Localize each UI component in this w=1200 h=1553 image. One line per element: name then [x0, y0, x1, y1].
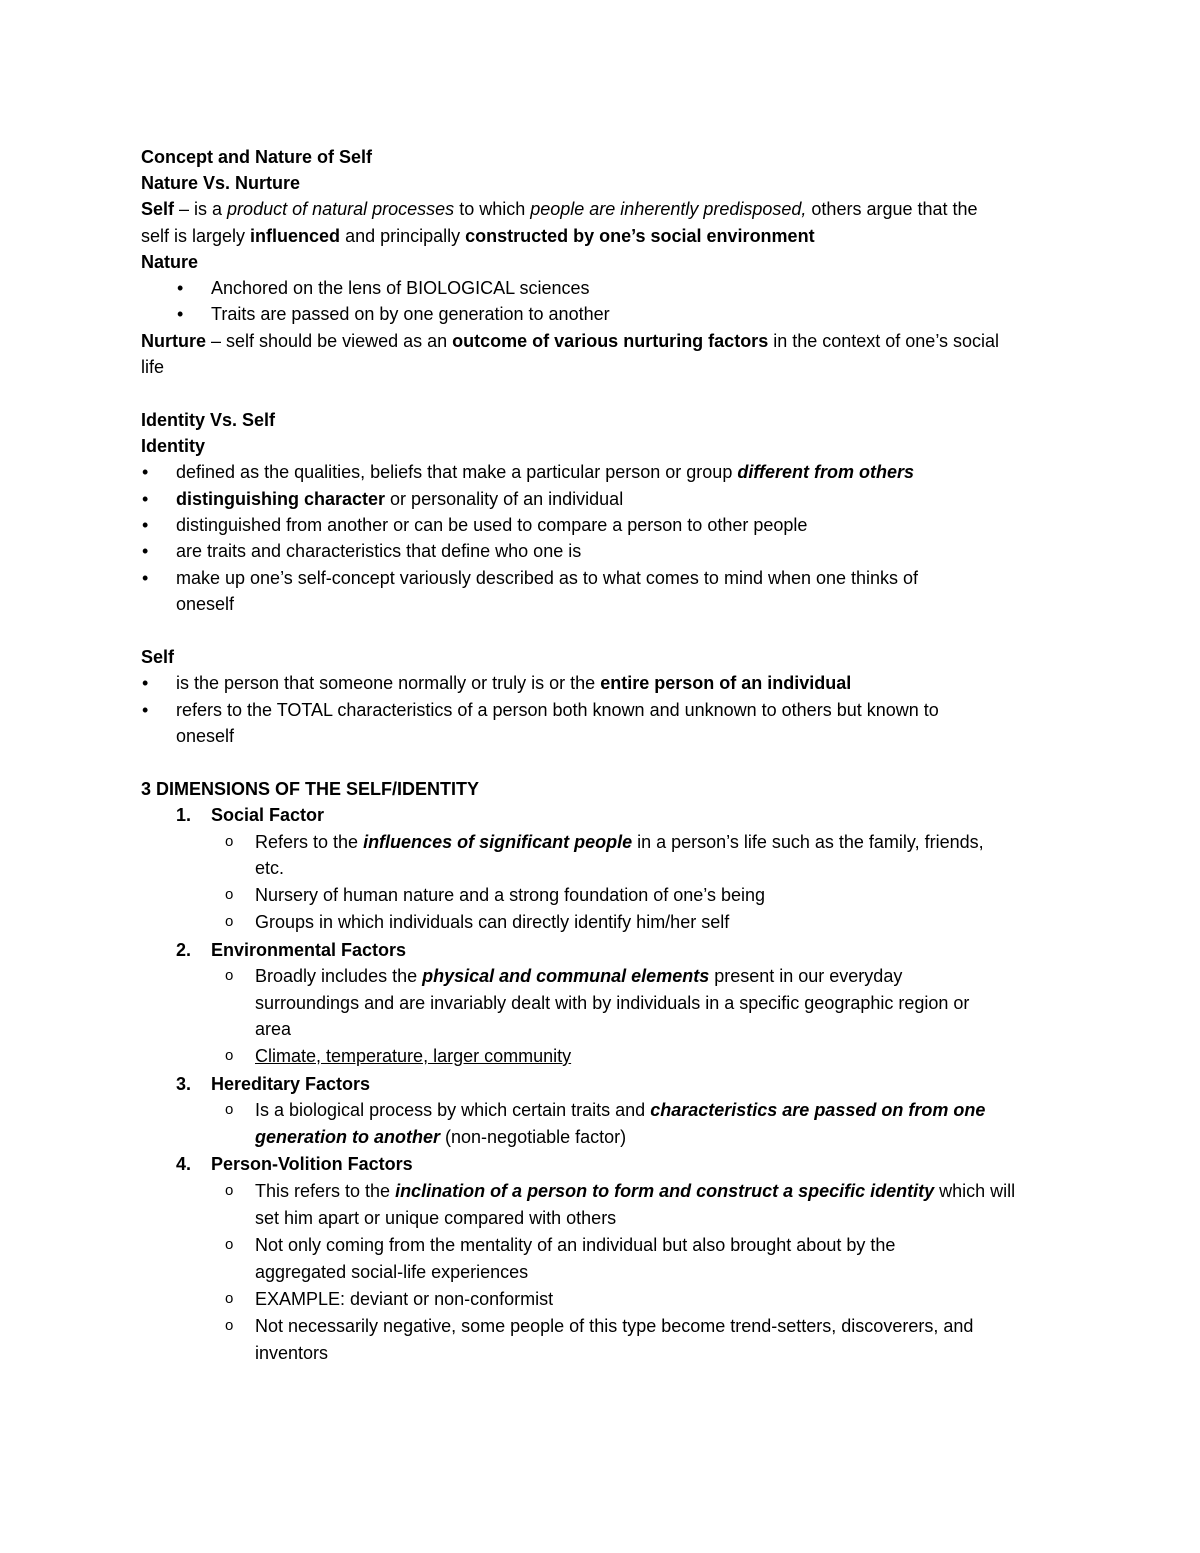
- sub-list-item: [255, 1044, 571, 1068]
- emphasis: physical and communal elements: [422, 966, 710, 986]
- text: – self should be viewed as an: [206, 331, 453, 351]
- sub-list-item-continuation: surroundings and are invariably dealt with by individuals in a specific geographic region or: [255, 993, 970, 1013]
- text: – is a: [174, 199, 228, 219]
- dimension-heading-hereditary-factors: Hereditary Factors: [211, 1074, 371, 1094]
- sub-list-item-continuation: [255, 1125, 626, 1149]
- emphasis: outcome of various nurturing factors: [452, 331, 769, 351]
- emphasis: characteristics are passed on from one: [650, 1100, 986, 1120]
- list-item: • Anchored on the lens of BIOLOGICAL sciences: [211, 276, 590, 300]
- underlined-text: Climate, temperature, larger community: [255, 1046, 572, 1066]
- emphasis: different from others: [737, 462, 915, 482]
- list-item: [176, 487, 623, 511]
- nurture-definition-line-2: life: [141, 357, 165, 377]
- sub-list-item-continuation: etc.: [255, 858, 285, 878]
- list-number: 4.: [176, 1154, 192, 1174]
- sub-list-item: o Nursery of human nature and a strong foundation of one’s being: [255, 883, 765, 907]
- self-definition-line-2: [141, 224, 815, 248]
- term-nurture: Nurture: [141, 331, 207, 351]
- list-item: • distinguished from another or can be used to compare a person to other people: [176, 513, 807, 537]
- text: and principally: [340, 226, 466, 246]
- list-item: • refers to the TOTAL characteristics of a person both known and unknown to others but known to: [176, 698, 939, 722]
- list-item-continuation: oneself: [176, 594, 235, 614]
- section-heading-identity-vs-self: Identity Vs. Self: [141, 410, 276, 430]
- text: which will: [934, 1181, 1016, 1201]
- text: defined as the qualities, beliefs that make a particular person or group: [176, 462, 738, 482]
- list-item: [176, 460, 914, 484]
- emphasis: distinguishing character: [176, 489, 386, 509]
- text: is the person that someone normally or truly is or the: [176, 673, 601, 693]
- text: (non-negotiable factor): [440, 1127, 627, 1147]
- list-item: • are traits and characteristics that define who one is: [176, 539, 581, 563]
- sub-list-item: o Groups in which individuals can directly identify him/her self: [255, 910, 729, 934]
- list-item: • Traits are passed on by one generation to another: [211, 302, 610, 326]
- emphasis: influences of significant people: [363, 832, 633, 852]
- emphasis: constructed by one’s social environment: [465, 226, 815, 246]
- text: This refers to the: [255, 1181, 396, 1201]
- text: to which: [454, 199, 531, 219]
- list-number: 3.: [176, 1074, 192, 1094]
- section-heading-nature-vs-nurture: Nature Vs. Nurture: [141, 173, 301, 193]
- text: self is largely: [141, 226, 251, 246]
- sub-list-item: o Not only coming from the mentality of an individual but also brought about by the: [255, 1233, 895, 1257]
- document-title: Concept and Nature of Self: [141, 147, 373, 167]
- dimension-heading-environmental-factors: Environmental Factors: [211, 940, 407, 960]
- sub-list-item-continuation: aggregated social-life experiences: [255, 1262, 529, 1282]
- dimension-heading-social-factor: Social Factor: [211, 805, 325, 825]
- self-definition-line-1: [141, 197, 978, 221]
- list-item: • make up one’s self-concept variously described as to what comes to mind when one thinks of: [176, 566, 918, 590]
- emphasis: inclination of a person to form and construct a specific identity: [395, 1181, 935, 1201]
- sub-list-item-continuation: inventors: [255, 1343, 329, 1363]
- sub-list-item: [255, 1098, 985, 1122]
- sub-list-item: o Not necessarily negative, some people of this type become trend-setters, discoverers, and: [255, 1314, 973, 1338]
- section-heading-dimensions: 3 DIMENSIONS OF THE SELF/IDENTITY: [141, 779, 480, 799]
- text: in the context of one’s social: [768, 331, 1000, 351]
- sub-list-item-continuation: set him apart or unique compared with others: [255, 1208, 617, 1228]
- sub-list-item: o EXAMPLE: deviant or non-conformist: [255, 1287, 553, 1311]
- text: in a person’s life such as the family, friends,: [632, 832, 984, 852]
- list-number: 1.: [176, 805, 192, 825]
- heading-nature: Nature: [141, 252, 199, 272]
- list-item: [176, 671, 851, 695]
- term-self: Self: [141, 199, 175, 219]
- emphasis: entire person of an individual: [600, 673, 852, 693]
- text: Refers to the: [255, 832, 364, 852]
- emphasis: product of natural processes: [227, 199, 455, 219]
- text: present in our everyday: [709, 966, 903, 986]
- heading-self: Self: [141, 647, 175, 667]
- sub-list-item: [255, 1179, 1015, 1203]
- sub-list-item: [255, 964, 902, 988]
- heading-identity: Identity: [141, 436, 206, 456]
- emphasis: influenced: [250, 226, 341, 246]
- text: or personality of an individual: [385, 489, 624, 509]
- sub-list-item: [255, 830, 984, 854]
- text: others argue that the: [806, 199, 978, 219]
- sub-list-item-continuation: area: [255, 1019, 292, 1039]
- text: Broadly includes the: [255, 966, 423, 986]
- emphasis: people are inherently predisposed,: [530, 199, 807, 219]
- list-number: 2.: [176, 940, 192, 960]
- nurture-definition-line-1: [141, 329, 999, 353]
- text: Is a biological process by which certain traits and: [255, 1100, 651, 1120]
- list-item-continuation: oneself: [176, 726, 235, 746]
- dimension-heading-person-volition-factors: Person-Volition Factors: [211, 1154, 413, 1174]
- emphasis: generation to another: [255, 1127, 441, 1147]
